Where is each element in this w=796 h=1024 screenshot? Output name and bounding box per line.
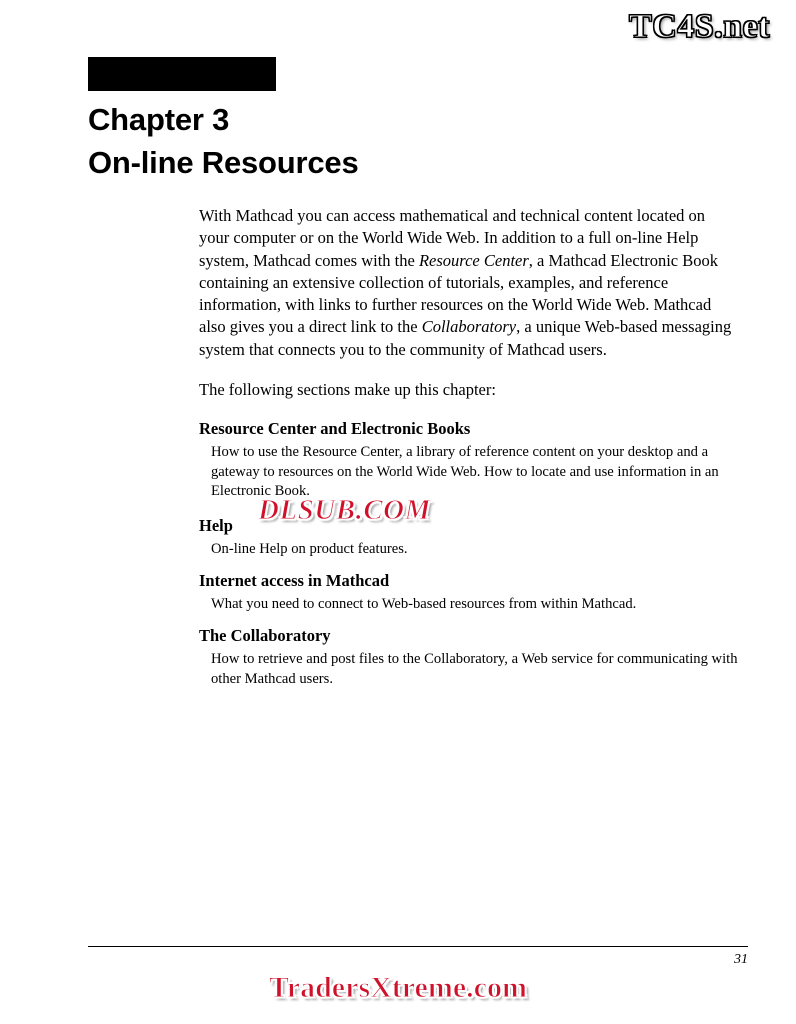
- resource-center-emphasis: Resource Center: [418, 250, 529, 270]
- watermark-center: DLSUB.COM: [258, 494, 431, 526]
- sections-lead-in: The following sections make up this chapter:: [199, 380, 496, 400]
- intro-paragraph: [199, 205, 739, 361]
- collaboratory-emphasis: Collaboratory: [421, 317, 517, 337]
- section-summary: [199, 419, 739, 501]
- section-heading: The Collaboratory: [199, 626, 331, 646]
- document-body: [199, 205, 739, 701]
- watermark-top-right: TC4S.net: [629, 8, 770, 45]
- intro-text-c: , a unique Web-based messaging system that connects you to the community of Mathcad users.: [199, 317, 732, 359]
- section-description: How to use the Resource Center, a library of reference content on your desktop and a gateway to resources on the World Wide Web. How to locate and use information in an Electronic Book.: [211, 444, 719, 500]
- chapter-decorative-bar: [88, 57, 276, 91]
- section-heading: Help: [199, 515, 233, 535]
- intro-text-a: With Mathcad you can access mathematical and technical content located on your computer or on the World Wide Web. In addition to a full on-line Help system, Mathcad comes with the: [199, 206, 706, 270]
- section-description: How to retrieve and post files to the Collaboratory, a Web service for communicating with other Mathcad users.: [211, 651, 738, 687]
- section-description: On-line Help on product features.: [211, 540, 408, 557]
- section-description: What you need to connect to Web-based resources from within Mathcad.: [211, 596, 637, 612]
- section-heading: Resource Center and Electronic Books: [199, 419, 471, 439]
- page-title: [88, 98, 359, 184]
- chapter-name: On-line Resources: [88, 145, 359, 180]
- page-number: 31: [734, 952, 748, 967]
- intro-text-b: , a Mathcad Electronic Book containing an extensive collection of tutorials, examples, and reference information, with links to further resources on the World Wide Web. Mathcad also gives you a direct link to the: [199, 250, 719, 337]
- watermark-bottom: TradersXtreme.com: [269, 971, 527, 1004]
- section-summary: [199, 571, 739, 614]
- section-summary: [199, 626, 739, 689]
- footer-divider: [88, 946, 748, 947]
- chapter-number: Chapter 3: [88, 102, 230, 137]
- section-heading: Internet access in Mathcad: [199, 571, 390, 590]
